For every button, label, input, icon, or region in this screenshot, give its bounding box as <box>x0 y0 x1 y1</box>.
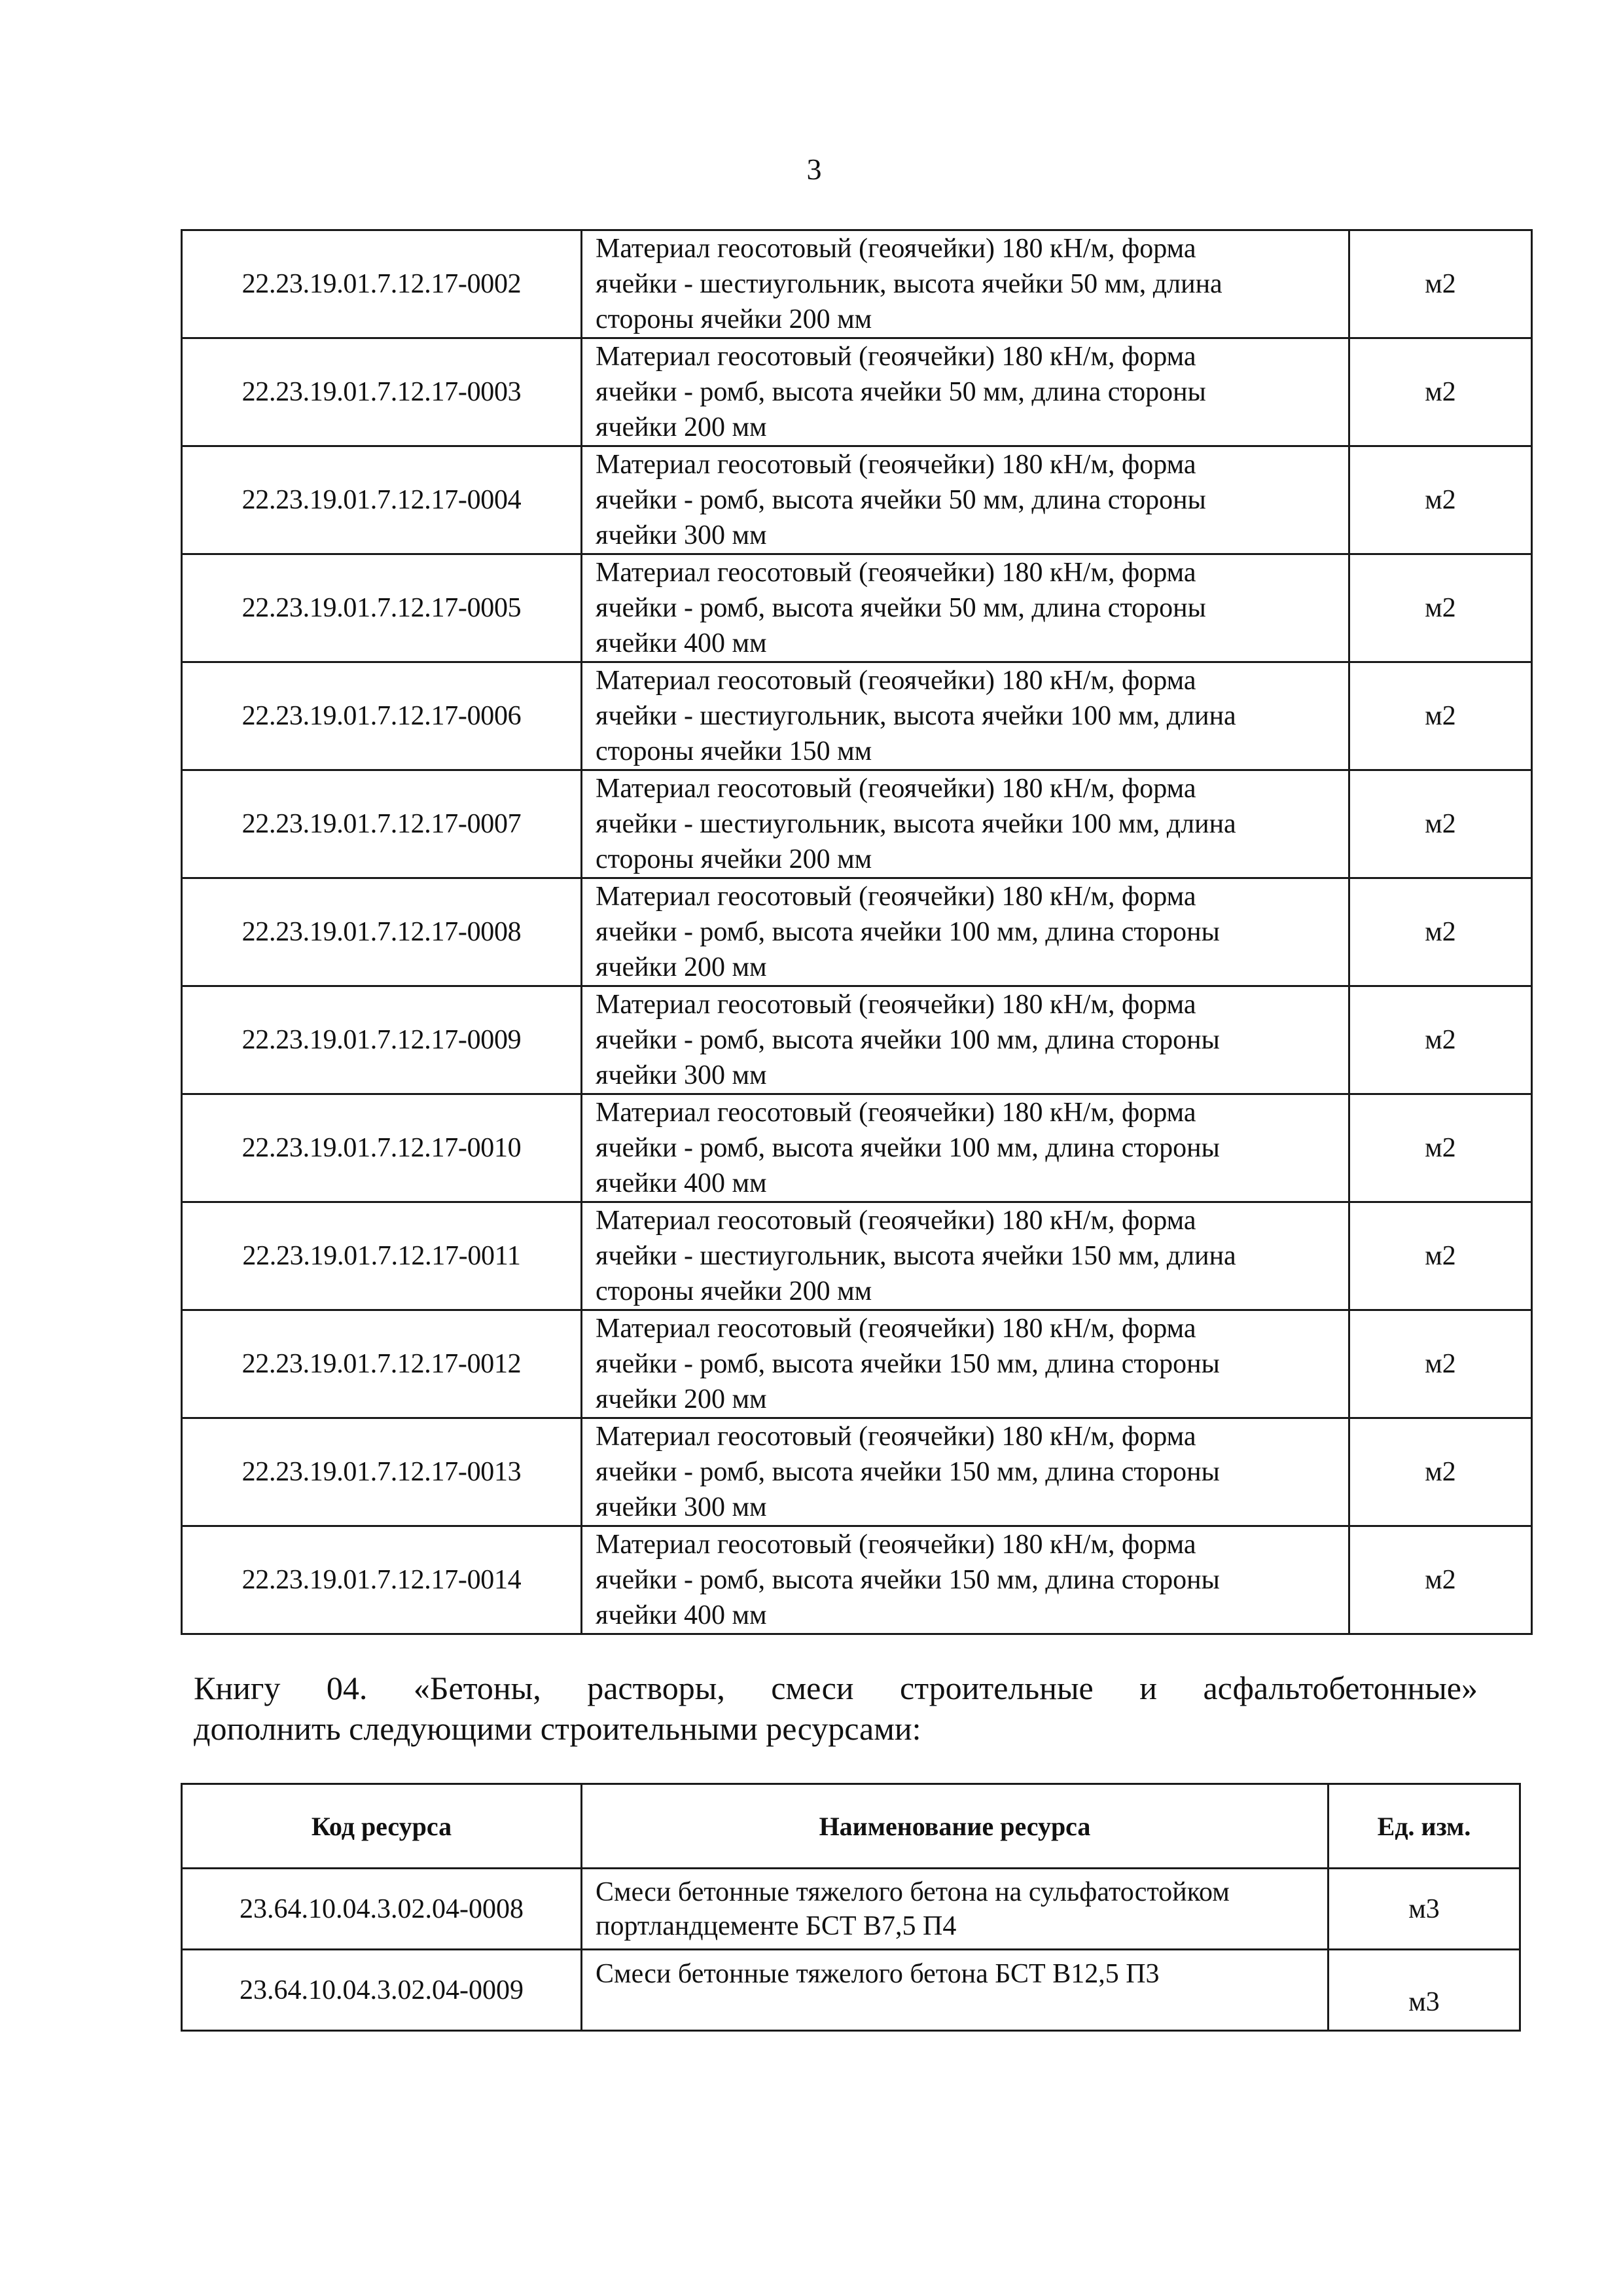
resource-code: 22.23.19.01.7.12.17-0006 <box>182 662 582 770</box>
resource-unit: м2 <box>1349 770 1532 878</box>
resource-name-line: ячейки - шестиугольник, высота ячейки 100 мм, длина <box>596 809 1236 839</box>
resource-unit: м2 <box>1349 1418 1532 1526</box>
table-row <box>182 446 1532 554</box>
resource-name-line: Материал геосотовый (геоячейки) 180 кН/м, форма <box>596 990 1196 1020</box>
resource-name-line: ячейки 400 мм <box>596 628 767 658</box>
resource-code: 23.64.10.04.3.02.04-0008 <box>182 1869 582 1950</box>
resource-code: 22.23.19.01.7.12.17-0005 <box>182 554 582 662</box>
resource-name-line: ячейки - шестиугольник, высота ячейки 50 мм, длина <box>596 269 1222 299</box>
resources-table-book-04 <box>181 1783 1521 2032</box>
resource-name-line: стороны ячейки 200 мм <box>596 844 872 874</box>
resource-name-line: Материал геосотовый (геоячейки) 180 кН/м, форма <box>596 1530 1196 1560</box>
resource-code: 22.23.19.01.7.12.17-0009 <box>182 986 582 1094</box>
table-row <box>182 230 1532 338</box>
resource-name-line: стороны ячейки 200 мм <box>596 304 872 334</box>
resource-name <box>582 878 1349 986</box>
resource-unit: м3 <box>1329 1869 1520 1950</box>
resource-name-line: ячейки - шестиугольник, высота ячейки 150 мм, длина <box>596 1241 1236 1271</box>
resource-name-line: Материал геосотовый (геоячейки) 180 кН/м, форма <box>596 882 1196 912</box>
resource-unit: м2 <box>1349 338 1532 446</box>
resource-name-line: ячейки - ромб, высота ячейки 100 мм, длина стороны <box>596 1025 1220 1055</box>
resource-name <box>582 1202 1349 1310</box>
header-unit: Ед. изм. <box>1329 1784 1520 1869</box>
resource-name-line: Материал геосотовый (геоячейки) 180 кН/м, форма <box>596 1206 1196 1236</box>
table-row <box>182 1869 1520 1950</box>
page-number: 3 <box>806 152 822 186</box>
resource-unit: м2 <box>1349 1526 1532 1634</box>
section-intro <box>194 1668 1478 1749</box>
resource-name-line: ячейки 300 мм <box>596 1060 767 1090</box>
resource-name <box>582 1310 1349 1418</box>
resource-name <box>582 446 1349 554</box>
resource-name-line: Материал геосотовый (геоячейки) 180 кН/м, форма <box>596 342 1196 372</box>
resource-code: 22.23.19.01.7.12.17-0012 <box>182 1310 582 1418</box>
resource-code: 23.64.10.04.3.02.04-0009 <box>182 1950 582 2031</box>
resource-name-line: ячейки 200 мм <box>596 952 767 982</box>
resource-unit: м2 <box>1349 662 1532 770</box>
table-row <box>182 554 1532 662</box>
table-row <box>182 1950 1520 2031</box>
table-row <box>182 1094 1532 1202</box>
resource-unit: м2 <box>1349 1094 1532 1202</box>
resource-unit: м2 <box>1349 230 1532 338</box>
table-row <box>182 1526 1532 1634</box>
resource-name-line: ячейки - ромб, высота ячейки 150 мм, длина стороны <box>596 1457 1220 1487</box>
resource-name-line: Материал геосотовый (геоячейки) 180 кН/м, форма <box>596 774 1196 804</box>
resource-name <box>582 338 1349 446</box>
resource-name-line: Материал геосотовый (геоячейки) 180 кН/м, форма <box>596 666 1196 696</box>
resource-code: 22.23.19.01.7.12.17-0008 <box>182 878 582 986</box>
resource-name <box>582 986 1349 1094</box>
table-row <box>182 338 1532 446</box>
resource-code: 22.23.19.01.7.12.17-0013 <box>182 1418 582 1526</box>
resource-name-line: ячейки 300 мм <box>596 1492 767 1522</box>
resource-name-line: ячейки - ромб, высота ячейки 150 мм, длина стороны <box>596 1349 1220 1379</box>
resource-code: 22.23.19.01.7.12.17-0007 <box>182 770 582 878</box>
table-row <box>182 1310 1532 1418</box>
resource-name <box>582 662 1349 770</box>
resource-code: 22.23.19.01.7.12.17-0010 <box>182 1094 582 1202</box>
resource-unit: м3 <box>1329 1950 1520 2031</box>
resource-name-line: ячейки 300 мм <box>596 520 767 550</box>
resource-name-line: ячейки 400 мм <box>596 1168 767 1198</box>
resource-name-line: ячейки - ромб, высота ячейки 50 мм, длина стороны <box>596 377 1206 407</box>
table-row <box>182 986 1532 1094</box>
resource-name <box>582 770 1349 878</box>
section-intro-line-2: дополнить следующими строительными ресурсами: <box>194 1710 921 1747</box>
resource-unit: м2 <box>1349 986 1532 1094</box>
header-name: Наименование ресурса <box>582 1784 1329 1869</box>
resource-name-line: Смеси бетонные тяжелого бетона на сульфатостойком <box>596 1876 1230 1907</box>
resources-table-body <box>182 1869 1520 2031</box>
resource-name-line: ячейки - ромб, высота ячейки 100 мм, длина стороны <box>596 1133 1220 1163</box>
section-intro-line-1: Книгу 04. «Бетоны, растворы, смеси строительные и асфальтобетонные» <box>194 1670 1478 1706</box>
resource-name-line: Смеси бетонные тяжелого бетона БСТ В12,5 П3 <box>596 1959 1160 1989</box>
resource-name-line: ячейки 200 мм <box>596 1384 767 1414</box>
resource-name-line: ячейки - шестиугольник, высота ячейки 100 мм, длина <box>596 701 1236 731</box>
table-row <box>182 770 1532 878</box>
resource-unit: м2 <box>1349 446 1532 554</box>
resource-code: 22.23.19.01.7.12.17-0002 <box>182 230 582 338</box>
resource-name <box>582 1094 1349 1202</box>
resource-name-line: Материал геосотовый (геоячейки) 180 кН/м, форма <box>596 450 1196 480</box>
resource-unit: м2 <box>1349 878 1532 986</box>
resource-name-line: Материал геосотовый (геоячейки) 180 кН/м, форма <box>596 234 1196 264</box>
resource-name-line: ячейки - ромб, высота ячейки 50 мм, длина стороны <box>596 485 1206 515</box>
resource-name <box>582 1526 1349 1634</box>
resource-unit: м2 <box>1349 1310 1532 1418</box>
resource-name <box>582 1418 1349 1526</box>
resource-name-line: ячейки - ромб, высота ячейки 150 мм, длина стороны <box>596 1565 1220 1595</box>
table-row <box>182 1202 1532 1310</box>
resource-name-line: портландцементе БСТ В7,5 П4 <box>596 1910 957 1941</box>
resource-name-line: стороны ячейки 200 мм <box>596 1276 872 1306</box>
resources-table-book-22 <box>181 229 1533 1635</box>
resource-name-line: ячейки - ромб, высота ячейки 50 мм, длина стороны <box>596 593 1206 623</box>
resource-name-line: стороны ячейки 150 мм <box>596 736 872 766</box>
resource-name-line: ячейки 400 мм <box>596 1600 767 1630</box>
resource-name <box>582 1869 1329 1950</box>
resource-name-line: Материал геосотовый (геоячейки) 180 кН/м, форма <box>596 1314 1196 1344</box>
table-row <box>182 878 1532 986</box>
resource-name-line: ячейки - ромб, высота ячейки 100 мм, длина стороны <box>596 917 1220 947</box>
table-row <box>182 662 1532 770</box>
resource-name-line: Материал геосотовый (геоячейки) 180 кН/м, форма <box>596 1098 1196 1128</box>
resource-name-line: Материал геосотовый (геоячейки) 180 кН/м, форма <box>596 558 1196 588</box>
resource-unit: м2 <box>1349 554 1532 662</box>
table-header-row <box>182 1784 1520 1869</box>
resource-name <box>582 1950 1329 2031</box>
resource-name-line: ячейки 200 мм <box>596 412 767 442</box>
resource-unit: м2 <box>1349 1202 1532 1310</box>
resource-name <box>582 230 1349 338</box>
resource-code: 22.23.19.01.7.12.17-0004 <box>182 446 582 554</box>
resource-code: 22.23.19.01.7.12.17-0011 <box>182 1202 582 1310</box>
table-row <box>182 1418 1532 1526</box>
resources-table-body <box>182 230 1532 1634</box>
resource-code: 22.23.19.01.7.12.17-0014 <box>182 1526 582 1634</box>
resource-code: 22.23.19.01.7.12.17-0003 <box>182 338 582 446</box>
resource-name-line: Материал геосотовый (геоячейки) 180 кН/м, форма <box>596 1422 1196 1452</box>
header-code: Код ресурса <box>182 1784 582 1869</box>
resource-name <box>582 554 1349 662</box>
